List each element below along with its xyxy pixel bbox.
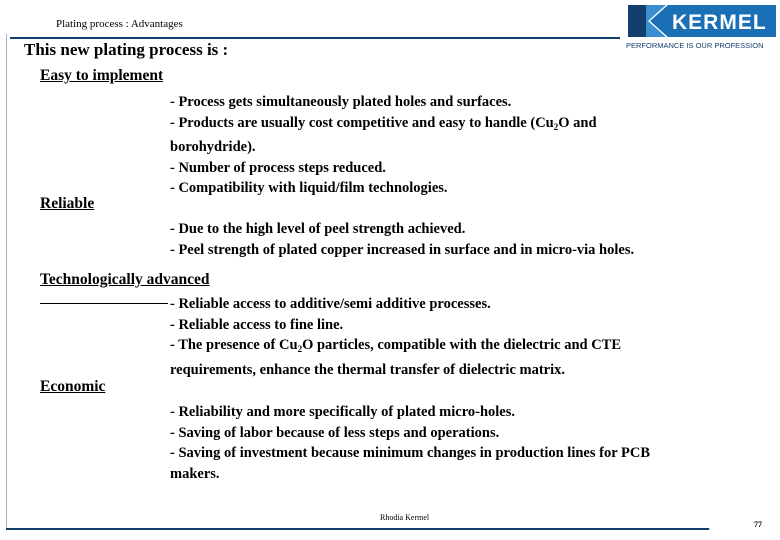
section-heading-reliable: Reliable [40, 195, 95, 212]
underline-rule [40, 303, 168, 304]
section-list-easy [170, 92, 597, 199]
slide-title: This new plating process is : [24, 40, 229, 59]
section-list-economic [170, 402, 650, 484]
list-item: - Saving of investment because minimum changes in production lines for PCB [170, 445, 651, 461]
list-item: - Compatibility with liquid/film technologies. [170, 180, 448, 196]
page-number: 77 [754, 520, 762, 529]
list-item: - Products are usually cost competitive and easy to handle ($Cu_2O$ and [170, 114, 597, 132]
kermel-logo [626, 3, 778, 51]
logo-tagline: PERFORMANCE IS OUR PROFESSION [626, 41, 764, 50]
footer-text: Rhodia Kermel [380, 513, 430, 522]
list-item: - Process gets simultaneously plated holes and surfaces. [170, 94, 512, 110]
section-heading-economic: Economic [40, 378, 106, 395]
section-list-reliable [170, 219, 634, 260]
slide-header: Plating process : Advantages [56, 18, 183, 30]
list-item: - The presence of $Cu_2O$ particles, compatible with the dielectric and CTE [170, 337, 622, 354]
list-item: - Number of process steps reduced. [170, 159, 386, 176]
kermel-logo-icon [626, 3, 778, 51]
list-item: - Reliable access to fine line. [170, 316, 344, 333]
section-list-technological [170, 294, 621, 380]
list-item: - Reliability and more specifically of plated micro-holes. [170, 404, 516, 420]
list-item: - Reliable access to additive/semi additive processes. [170, 296, 491, 312]
logo-brand-text: KERMEL [672, 11, 767, 34]
top-rule [10, 37, 620, 39]
list-item: - Due to the high level of peel strength achieved. [170, 221, 466, 237]
bottom-rule [6, 528, 709, 530]
list-item: borohydride). [170, 139, 256, 155]
list-item: requirements, enhance the thermal transfer of dielectric matrix. [170, 361, 566, 378]
section-heading-easy: Easy to implement [40, 67, 164, 84]
list-item: - Peel strength of plated copper increased in surface and in micro-via holes. [170, 241, 635, 258]
list-item: - Saving of labor because of less steps and operations. [170, 424, 500, 441]
section-heading-technological: Technologically advanced [40, 271, 210, 288]
list-item: makers. [170, 465, 220, 482]
